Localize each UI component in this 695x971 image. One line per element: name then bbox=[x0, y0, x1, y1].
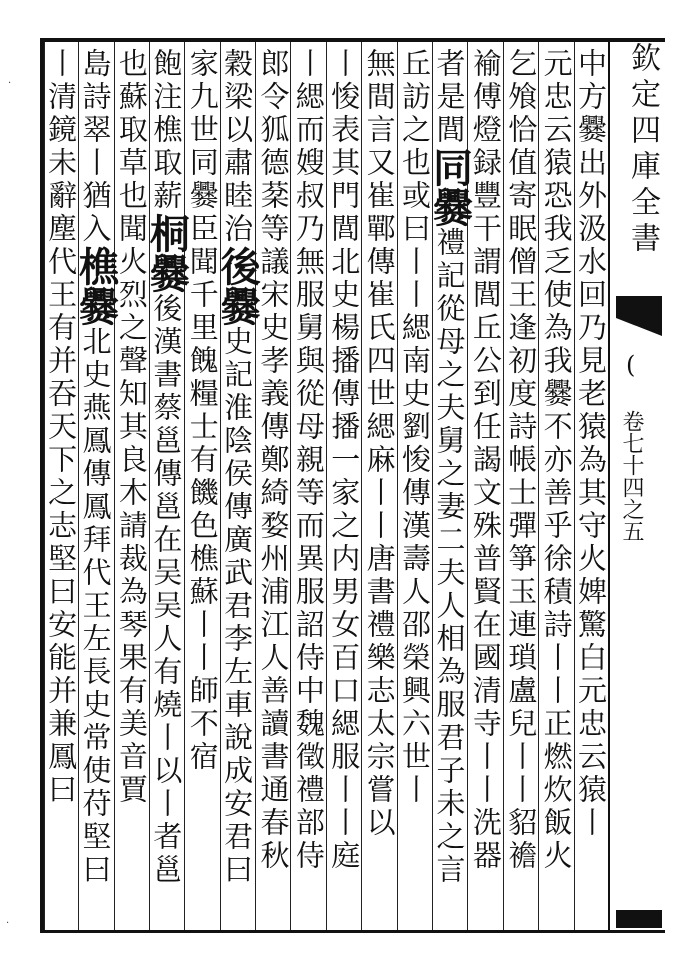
column-text: 郎令狐德棻等議宋史孝義傳鄭綺婺州浦江人善讀書通春秋 bbox=[256, 48, 291, 873]
text-column bbox=[185, 42, 220, 930]
column-text: 飽注樵取薪 bbox=[149, 48, 184, 213]
column-text: 丨悛表其門閭北史楊播傳播一家之内男女百口緦服丨丨庭 bbox=[327, 48, 362, 873]
column-text: 乞飧恰值寄眠僧王逢初度詩帳士彈箏玉連瑣盧兒丨丨貂襜 bbox=[504, 48, 539, 873]
text-column bbox=[539, 42, 574, 930]
margin-dot: · bbox=[8, 78, 12, 89]
headword: 桐爨 bbox=[143, 213, 191, 293]
text-column bbox=[44, 42, 79, 930]
volume-label: 卷七十四之五 bbox=[619, 410, 644, 542]
text-column bbox=[72, 42, 120, 930]
column-text: 元忠云猿恐我乏使為我爨不亦善乎徐積詩丨丨正燃炊飯火 bbox=[539, 48, 574, 873]
column-text: 丘訪之 bbox=[398, 48, 433, 147]
column-text: 也或曰丨丨緦南史劉悛傳漢壽人邵榮興六世丨 bbox=[398, 147, 433, 807]
text-column bbox=[214, 42, 262, 930]
fishtail-upper-icon bbox=[616, 296, 662, 318]
book-title: 欽定四庫全書 bbox=[625, 42, 660, 258]
column-text: 代王有并吞天下之志堅曰安能并兼鳳曰 bbox=[44, 246, 79, 807]
column-text: 北史燕鳳傳鳳拜代王左長史常使苻堅曰 bbox=[78, 326, 113, 887]
text-column bbox=[468, 42, 503, 930]
column-text: 穀梁以肅睦治 bbox=[220, 48, 255, 246]
column-text: 史記淮陰侯傳廣武君李左車說成安君曰 bbox=[220, 326, 255, 887]
text-column bbox=[575, 42, 610, 930]
headword: 樵爨 bbox=[72, 246, 120, 326]
column-text: 丨緦而嫂叔乃無服舅與從母親等而異服詔侍中魏徵禮部侍 bbox=[291, 48, 326, 873]
text-column bbox=[504, 42, 539, 930]
column-text: 臣聞千里餽糧士有饑色樵蘇丨丨師不宿 bbox=[185, 213, 220, 774]
column-text: 無間言又崔鄲傳崔氏四世緦麻丨丨唐書禮樂志太宗嘗以 bbox=[362, 48, 397, 840]
text-body bbox=[44, 42, 610, 930]
gutter-mark: ( bbox=[626, 351, 636, 379]
text-column bbox=[426, 42, 474, 930]
column-text: 中方爨出外汲水回乃見老猿為其守火婢驚白元忠云猿 bbox=[574, 48, 608, 807]
column-text: 禮記從母之夫舅之妻二夫人相為服君子未之言 bbox=[432, 227, 467, 887]
column-text: 島詩翠丨猶入 bbox=[78, 48, 113, 246]
column-text: 也蘇取草也 bbox=[114, 48, 149, 213]
text-column bbox=[327, 42, 362, 930]
margin-dot: · bbox=[6, 918, 10, 929]
headword: 同爨 bbox=[426, 147, 474, 227]
column-text: 褕傅燈録豐干謂閭丘公到任謁文殊普賢在國清寺丨丨洗器 bbox=[468, 48, 503, 873]
text-column bbox=[143, 42, 191, 930]
column-text: 聞火烈之聲知其良木請裁為琴果有美音賈 bbox=[114, 213, 149, 807]
text-column bbox=[115, 42, 150, 930]
column-text: 者是閭 bbox=[432, 48, 467, 147]
text-column bbox=[362, 42, 397, 930]
column-text: 丨清鏡未辭塵 bbox=[44, 48, 79, 246]
column-text: 丨 bbox=[574, 807, 608, 840]
fishtail-lower-icon bbox=[616, 910, 662, 928]
book-gutter bbox=[612, 42, 662, 930]
column-text: 後漢書蔡邕傳邕在吴吴人有燒丨以丨者邕 bbox=[149, 293, 184, 887]
headword: 後爨 bbox=[214, 246, 262, 326]
text-column bbox=[256, 42, 291, 930]
text-column bbox=[291, 42, 326, 930]
column-text: 家九世同爨 bbox=[185, 48, 220, 213]
